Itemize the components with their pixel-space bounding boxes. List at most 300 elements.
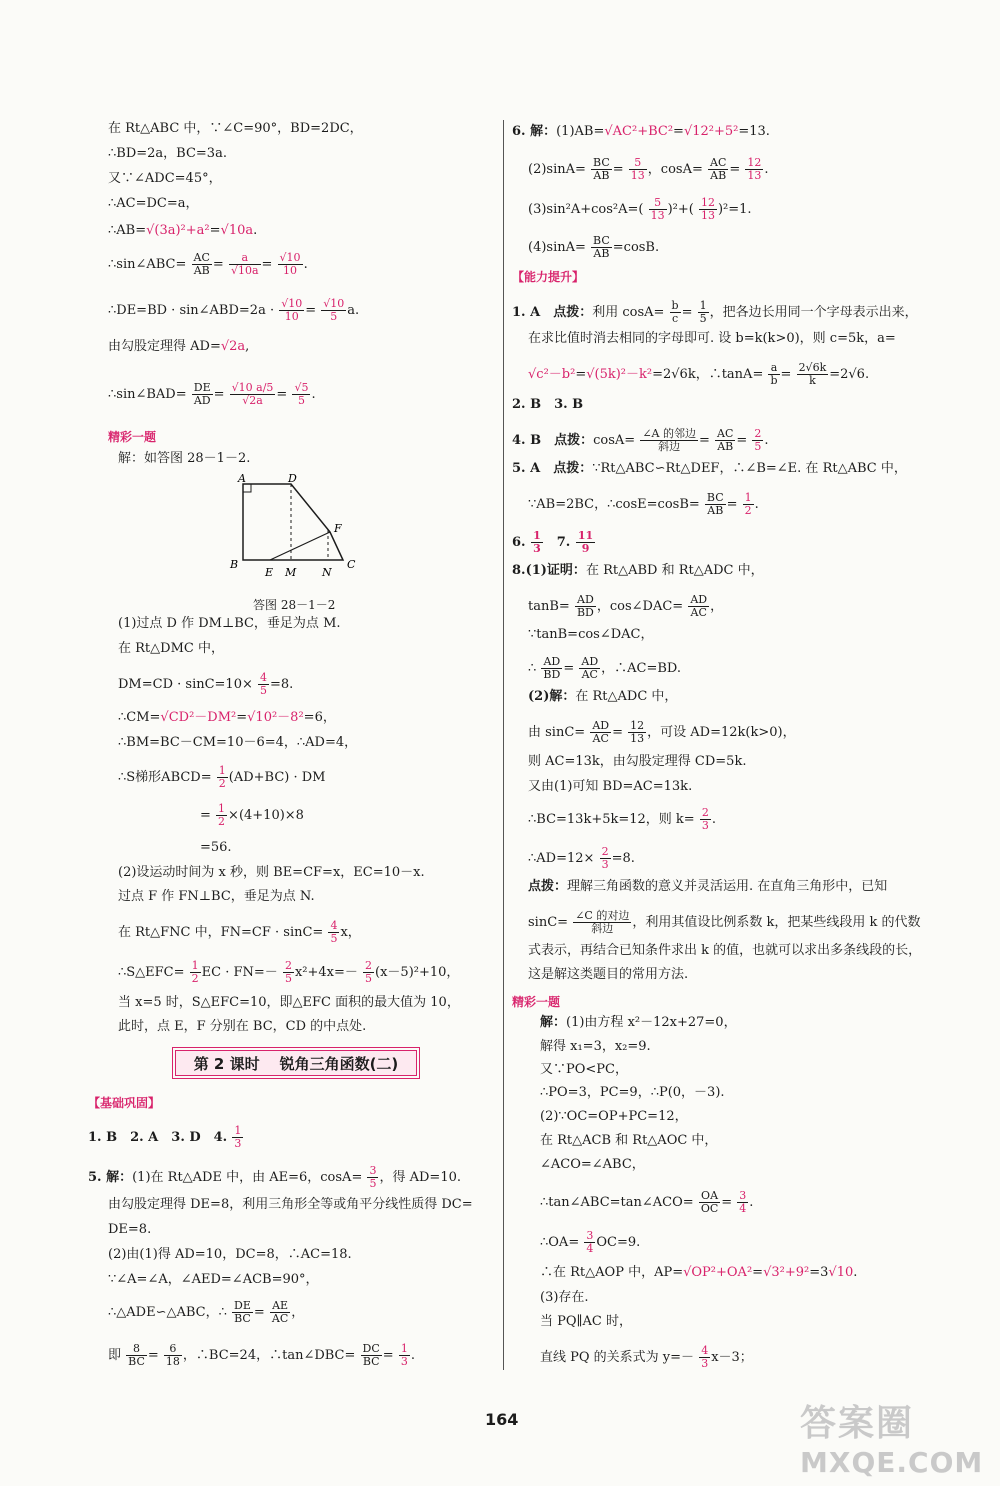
text: ，cosA= xyxy=(647,162,703,177)
fraction xyxy=(126,1343,147,1368)
fraction xyxy=(752,428,763,453)
numerator: DE xyxy=(193,381,211,394)
denominator: 13 xyxy=(747,169,762,182)
fraction xyxy=(531,530,543,555)
ef-line xyxy=(270,532,330,560)
numerator: 12 xyxy=(700,196,715,209)
text: . xyxy=(853,1265,858,1280)
denominator: 3 xyxy=(234,1137,242,1150)
denominator: BD xyxy=(543,668,561,681)
text-line: ∴BM=BC－CM=10－6=4，∴AD=4， xyxy=(118,735,358,750)
numerator: ∠A 的邻边 xyxy=(642,427,696,440)
math-line: ∴sin∠BAD= $\frac{DE}{AD}$ = $\frac{√10 a/5}{√2a}$ = $\frac{√5}{5}$ . xyxy=(108,381,316,407)
math-line: (2)sinA= $\frac{BC}{AB}$ = $\frac{5}{13}$ ，cosA= $\frac{AC}{AB}$ = $\frac{12}{13}$ . xyxy=(528,156,769,182)
text-line: (2)设运动时间为 x 秒，则 BE=CF=x，EC=10－x. xyxy=(118,865,425,880)
text: )²+( xyxy=(667,202,694,217)
label-b: B xyxy=(230,558,239,571)
denominator: 3 xyxy=(533,542,541,555)
math-line xyxy=(108,224,257,237)
denominator: 10 xyxy=(283,264,298,277)
fraction xyxy=(292,382,310,407)
text: 由勾股定理得 AD= xyxy=(108,339,221,354)
numerator: 2 xyxy=(365,959,373,972)
text-line: (1)过点 D 作 DM⊥BC，垂足为点 M. xyxy=(118,616,341,631)
text: ×(4+10)×8 xyxy=(228,808,304,823)
math-line: ∴tan∠ABC=tan∠ACO= $\frac{OA}{OC}$ = $\frac{3}{4}$ . xyxy=(540,1189,754,1215)
numerator: 12 xyxy=(630,719,645,732)
fraction xyxy=(230,382,276,407)
text: 4. B xyxy=(512,433,555,448)
text-line: ∵∠A=∠A，∠AED=∠ACB=90°， xyxy=(108,1272,319,1287)
denominator: c xyxy=(671,312,679,325)
text: (AD+BC) · DM xyxy=(228,770,326,785)
solution-label: 解： xyxy=(540,1015,567,1030)
text: , xyxy=(245,339,250,354)
numerator: BC xyxy=(593,234,610,247)
text: . xyxy=(749,1195,754,1210)
denominator: 斜边 xyxy=(591,922,614,935)
text-line: 这是解这类题目的常用方法. xyxy=(528,967,689,982)
text: 即 xyxy=(108,1348,122,1363)
text: (3)sin²A+cos²A=( xyxy=(528,202,644,217)
text-line: (3)存在. xyxy=(540,1290,589,1305)
fraction xyxy=(258,672,269,697)
text: ， xyxy=(710,599,724,614)
math-line: √c²－b²=√(5k)²－k²=2√6k，∴tanA= $\frac{a}{b}$ = $\frac{2√6k}{k}$ =2√6. xyxy=(528,361,870,387)
tip-label: 点拨： xyxy=(554,433,594,448)
denominator: 18 xyxy=(165,1355,180,1368)
radical: √3²+9² xyxy=(763,1265,810,1280)
text: (x－5)²+10， xyxy=(375,965,460,980)
denominator: 5 xyxy=(365,972,373,985)
text: 6. xyxy=(512,535,526,550)
text-line: 则 AC=13k，由勾股定理得 CD=5k. xyxy=(528,754,747,769)
numerator: 3 xyxy=(586,1229,594,1242)
denominator: 5 xyxy=(297,394,305,407)
fraction xyxy=(629,157,647,182)
denominator: AC xyxy=(581,668,598,681)
text: 1. A xyxy=(512,305,554,320)
numerator: 1 xyxy=(400,1342,408,1355)
fraction xyxy=(232,1300,253,1325)
denominator: BD xyxy=(576,606,594,619)
text-line: 在 Rt△ABC 中，∵∠C=90°，BD=2DC， xyxy=(108,121,363,136)
text: . xyxy=(711,812,716,827)
numerator: 2 xyxy=(601,845,609,858)
watermark-bottom: MXQE.COM xyxy=(800,1446,984,1479)
numerator: BC xyxy=(706,491,724,504)
math-line xyxy=(108,1343,415,1368)
fraction xyxy=(698,300,709,325)
math-line xyxy=(108,1300,304,1325)
radical: √(3a)²+a² xyxy=(146,223,210,238)
text: ，∴AC=BD. xyxy=(601,661,682,676)
tip-label: 点拨： xyxy=(528,879,568,894)
denominator: AC xyxy=(271,1312,289,1325)
text-line: 在 Rt△ACB 和 Rt△AOC 中， xyxy=(540,1133,718,1148)
denominator: 5 xyxy=(284,972,292,985)
fraction xyxy=(579,656,600,681)
denominator: 3 xyxy=(701,1357,709,1370)
text: sinC= xyxy=(528,915,569,930)
text: ∴sin∠ABC= xyxy=(108,257,187,272)
math-line: ∵AB=2BC，∴cosE=cosB= $\frac{BC}{AB}$ = $\frac{1}{2}$ . xyxy=(528,491,759,517)
section-heading: 【能力提升】 xyxy=(512,270,585,284)
text: ∵Rt△ABC∽Rt△DEF，∴∠B=∠E. 在 Rt△ABC 中， xyxy=(592,461,907,476)
text: = xyxy=(147,1348,159,1363)
radical: √10a xyxy=(220,223,254,238)
denominator: BC xyxy=(234,1312,251,1325)
numerator: 1 xyxy=(218,764,226,777)
section-heading: 【基础巩固】 xyxy=(88,1096,161,1110)
text: ∴△ADE∽△ABC，∴ xyxy=(108,1305,227,1320)
text-line: =56. xyxy=(200,840,232,855)
text: cosA= xyxy=(593,433,636,448)
text-line: ∠ACO=∠ABC， xyxy=(540,1157,645,1172)
math-line xyxy=(528,656,681,681)
denominator: BC xyxy=(128,1355,145,1368)
text: ∴BC=13k+5k=12，则 k= xyxy=(528,812,695,827)
denominator: b xyxy=(770,374,778,387)
denominator: 13 xyxy=(630,732,645,745)
text: ，可设 AD=12k(k>0)， xyxy=(647,725,796,740)
text-line xyxy=(512,462,907,475)
text-line: 在求比值时消去相同的字母即可. 设 b=k(k>0)，则 c=5k，a= xyxy=(528,331,896,346)
fraction xyxy=(283,960,294,985)
numerator: 3 xyxy=(369,1164,377,1177)
math-line xyxy=(528,594,723,619)
fraction xyxy=(399,1343,410,1368)
numerator: 1 xyxy=(191,959,199,972)
fraction xyxy=(628,720,646,745)
denominator: 2 xyxy=(218,815,226,828)
numerator: AC xyxy=(193,251,210,264)
numerator: DE xyxy=(234,1299,251,1312)
denominator: AB xyxy=(593,247,610,260)
fraction xyxy=(232,1125,243,1150)
numerator: 2√6k xyxy=(798,361,827,374)
text-line: 在 Rt△DMC 中， xyxy=(118,641,224,656)
text: 在 Rt△ABD 和 Rt△ADC 中， xyxy=(585,563,764,578)
denominator: AC xyxy=(690,606,707,619)
denominator: 5 xyxy=(369,1177,377,1190)
math-line xyxy=(108,340,249,353)
fraction xyxy=(192,252,212,277)
text: = xyxy=(200,808,211,823)
math-line xyxy=(512,125,770,138)
math-line xyxy=(528,807,716,832)
fraction xyxy=(217,765,228,790)
text: = xyxy=(673,124,684,139)
label-e: E xyxy=(265,566,274,579)
fraction xyxy=(699,1345,710,1370)
numerator: 3 xyxy=(739,1189,747,1202)
text: = xyxy=(253,1305,265,1320)
text: (1)由方程 x²－12x+27=0， xyxy=(566,1015,737,1030)
label-c: C xyxy=(347,558,356,571)
text: ∴AB= xyxy=(108,223,147,238)
fraction xyxy=(584,1230,595,1255)
page-number: 164 xyxy=(485,1410,519,1429)
denominator: 2 xyxy=(191,972,199,985)
fraction xyxy=(699,1190,720,1215)
text: . xyxy=(764,433,769,448)
tip-label: 点拨： xyxy=(553,461,593,476)
radical: √12²+5² xyxy=(683,124,739,139)
fraction xyxy=(640,428,698,453)
fraction xyxy=(591,157,612,182)
radical: √AC²+BC² xyxy=(604,124,674,139)
text: = xyxy=(752,1265,764,1280)
answer-line xyxy=(512,530,596,555)
text: 8. xyxy=(512,563,526,578)
text: = xyxy=(563,661,575,676)
fraction xyxy=(743,492,754,517)
answer-line: 2. B 3. B xyxy=(512,397,584,412)
text: tanB= xyxy=(528,599,570,614)
numerator: 5 xyxy=(629,157,647,170)
numerator: 4 xyxy=(330,919,338,932)
denominator: 9 xyxy=(581,542,590,555)
solution-label: (2)解： xyxy=(528,689,576,704)
denominator: 斜边 xyxy=(658,440,681,453)
numerator: 12 xyxy=(747,156,762,169)
fraction xyxy=(164,1343,182,1368)
denominator: AC xyxy=(592,732,609,745)
denominator: 13 xyxy=(700,209,715,222)
denominator: 10 xyxy=(284,310,299,323)
text: . xyxy=(253,223,258,238)
numerator: 1 xyxy=(699,299,707,312)
math-line xyxy=(200,803,304,828)
text: . xyxy=(754,497,759,512)
denominator: 5 xyxy=(330,932,338,945)
numerator: a xyxy=(229,252,261,265)
proof-label: (1)证明： xyxy=(525,563,586,578)
text: 5. 解： xyxy=(88,1170,133,1185)
denominator: BC xyxy=(362,1355,380,1368)
numerator: 5 xyxy=(649,197,667,210)
text: 理解三角函数的意义并灵活运用. 在直角三角形中，已知 xyxy=(567,879,888,894)
answer-line xyxy=(88,1125,244,1150)
fraction xyxy=(797,362,829,387)
denominator: OC xyxy=(700,1202,719,1215)
radical: √10²－8² xyxy=(247,710,304,725)
text: (4)sinA= xyxy=(528,240,586,255)
math-line xyxy=(528,910,920,935)
fraction xyxy=(278,252,303,277)
label-n: N xyxy=(322,566,332,579)
text-line xyxy=(540,1016,737,1029)
fraction xyxy=(541,656,562,681)
text: . xyxy=(410,1348,415,1363)
fraction xyxy=(699,197,717,222)
denominator: 5 xyxy=(260,684,268,697)
text: ∴S△EFC= xyxy=(118,965,185,980)
text-line: 当 PQ∥AC 时， xyxy=(540,1314,633,1329)
math-line: 4. B 点拨：cosA= ∠A 的邻边 斜边 = $\frac{AC}{AB}$ = $\frac{2}{5}$ . xyxy=(512,427,769,453)
math-line xyxy=(118,960,459,985)
label-a: A xyxy=(238,472,246,485)
math-line xyxy=(540,1230,640,1255)
fraction xyxy=(192,382,213,407)
fraction xyxy=(705,492,726,517)
numerator: 2 xyxy=(701,806,709,819)
fraction xyxy=(600,846,611,871)
text-line xyxy=(528,690,677,703)
numerator: AD xyxy=(581,655,599,668)
fraction xyxy=(745,157,763,182)
tip-label: 点拨： xyxy=(553,305,593,320)
fraction xyxy=(649,197,667,222)
text-line: 又∵PO<PC， xyxy=(540,1062,628,1077)
numerator: AD xyxy=(690,593,708,606)
fraction xyxy=(216,803,227,828)
text-line: 解得 x₁=3，x₂=9. xyxy=(540,1039,651,1054)
fraction xyxy=(715,428,735,453)
numerator: ∠C 的对边 xyxy=(575,909,630,922)
text-line: 又由(1)可知 BD=AC=13k. xyxy=(528,779,693,794)
numerator: DC xyxy=(362,1342,380,1355)
text: =13. xyxy=(738,124,770,139)
fraction xyxy=(573,910,631,935)
denominator: 13 xyxy=(650,209,665,222)
fraction xyxy=(737,1190,748,1215)
text: =cosB. xyxy=(612,240,660,255)
text-line: (2)由(1)得 AD=10，DC=8，∴AC=18. xyxy=(108,1247,352,1262)
text: (1)在 Rt△ADE 中，由 AE=6，cosA= xyxy=(132,1170,363,1185)
denominator: 5 xyxy=(330,310,338,323)
denominator: AD xyxy=(193,394,211,407)
fraction xyxy=(688,594,709,619)
numerator: √10 xyxy=(281,297,303,310)
section-heading: 精彩一题 xyxy=(512,995,561,1009)
text: x²+4x=－ xyxy=(294,965,358,980)
denominator: AB xyxy=(593,169,610,182)
fraction xyxy=(708,157,728,182)
numerator: √5 xyxy=(294,381,309,394)
numerator: 8 xyxy=(126,1343,147,1356)
text: ，cos∠DAC= xyxy=(596,599,684,614)
text: = xyxy=(236,710,248,725)
text-line: 过点 F 作 FN⊥BC，垂足为点 N. xyxy=(118,889,315,904)
text: DM=CD · sinC=10× xyxy=(118,677,253,692)
text: ，得 AD=10. xyxy=(379,1170,461,1185)
numerator: 1 xyxy=(744,491,752,504)
text: 直线 PQ 的关系式为 y=－ xyxy=(540,1350,695,1365)
fraction xyxy=(229,252,261,277)
fraction xyxy=(670,300,681,325)
fraction xyxy=(768,362,779,387)
text-line: ∵tanB=cos∠DAC， xyxy=(528,627,654,642)
text: 在 Rt△ADC 中， xyxy=(575,689,678,704)
denominator: 3 xyxy=(400,1355,408,1368)
text-line: 又∵∠ADC=45°， xyxy=(108,171,222,186)
denominator: AB xyxy=(193,264,210,277)
watermark-logo xyxy=(800,1395,990,1480)
fraction xyxy=(576,530,595,555)
fraction xyxy=(190,960,201,985)
numerator: OA xyxy=(699,1190,720,1203)
numerator: a xyxy=(768,362,779,375)
text: x， xyxy=(340,925,361,940)
text-line xyxy=(512,564,764,577)
text: 1. B 2. A 3. D 4. xyxy=(88,1130,228,1145)
text: = xyxy=(209,223,221,238)
text: ∴CM= xyxy=(118,710,161,725)
radical: √c²－b² xyxy=(528,367,576,382)
fraction xyxy=(367,1165,378,1190)
math-line: ∴sin∠ABC= $\frac{AC}{AB}$ = $\frac{a}{√10a}$ = $\frac{√10}{10}$ . xyxy=(108,251,308,277)
radical: √10 xyxy=(828,1265,854,1280)
radical: √OP²+OA² xyxy=(683,1265,753,1280)
text: ∴OA= xyxy=(540,1235,580,1250)
numerator: AD xyxy=(575,594,596,607)
text: 由 sinC= xyxy=(528,725,586,740)
numerator: √10 xyxy=(323,297,345,310)
numerator: b xyxy=(671,299,679,312)
math-line: 1. A 点拨：利用 cosA= $\frac{b}{c}$ = $\frac{1}{5}$ ，把各边长用同一个字母表示出来， xyxy=(512,299,918,325)
fraction xyxy=(700,807,711,832)
fraction xyxy=(361,1343,382,1368)
text: =2√6k，∴tanA= xyxy=(652,367,764,382)
math-line xyxy=(118,920,361,945)
text: =3 xyxy=(809,1265,829,1280)
numerator: BC xyxy=(593,156,610,169)
math-line xyxy=(88,1165,461,1190)
text: x－3； xyxy=(711,1350,753,1365)
fraction xyxy=(590,720,611,745)
column-divider xyxy=(503,120,504,1370)
text: =2√6. xyxy=(829,367,870,382)
numerator: 1 xyxy=(533,529,541,542)
text: =8. xyxy=(270,677,294,692)
text-line xyxy=(528,880,887,893)
lesson-title xyxy=(175,1050,417,1076)
text-line: DE=8. xyxy=(108,1222,152,1237)
geometry-figure xyxy=(228,472,368,582)
text: ∴S梯形ABCD= xyxy=(118,770,212,785)
label-f: F xyxy=(334,522,342,535)
numerator: AC xyxy=(710,156,727,169)
section-heading: 精彩一题 xyxy=(108,430,157,444)
text: =6， xyxy=(303,710,336,725)
fraction xyxy=(363,960,374,985)
text-line: 由勾股定理得 DE=8，利用三角形全等或角平分线性质得 DC= xyxy=(108,1197,473,1212)
text: ，利用其值设比例系数 k，把某些线段用 k 的代数 xyxy=(632,915,921,930)
radical: √2a xyxy=(220,339,246,354)
numerator: 2 xyxy=(754,427,762,440)
numerator: 11 xyxy=(577,529,594,542)
math-line: ∴DE=BD · sin∠ABD=2a · $\frac{√10}{10}$ = $\frac{√10}{5}$ a. xyxy=(108,297,360,323)
denominator: 2 xyxy=(218,777,226,790)
label-m: M xyxy=(285,566,297,579)
text-line: (2)∵OC=OP+PC=12， xyxy=(540,1109,688,1124)
text: ∴AD=12× xyxy=(528,851,595,866)
text: (2)sinA= xyxy=(528,162,586,177)
denominator: 5 xyxy=(754,440,762,453)
numerator: 2 xyxy=(284,959,292,972)
denominator: √10a xyxy=(230,264,259,277)
math-line xyxy=(118,765,326,790)
denominator: k xyxy=(809,374,816,387)
text-line: 此时，点 E，F 分别在 BC，CD 的中点处. xyxy=(118,1019,367,1034)
text-line: 当 x=5 时，S△EFC=10，即△EFC 面积的最大值为 10， xyxy=(118,995,460,1010)
math-line xyxy=(540,1345,753,1370)
text: = xyxy=(382,1348,394,1363)
numerator: √10 xyxy=(279,251,301,264)
text: ∴在 Rt△AOP 中，AP= xyxy=(540,1265,684,1280)
